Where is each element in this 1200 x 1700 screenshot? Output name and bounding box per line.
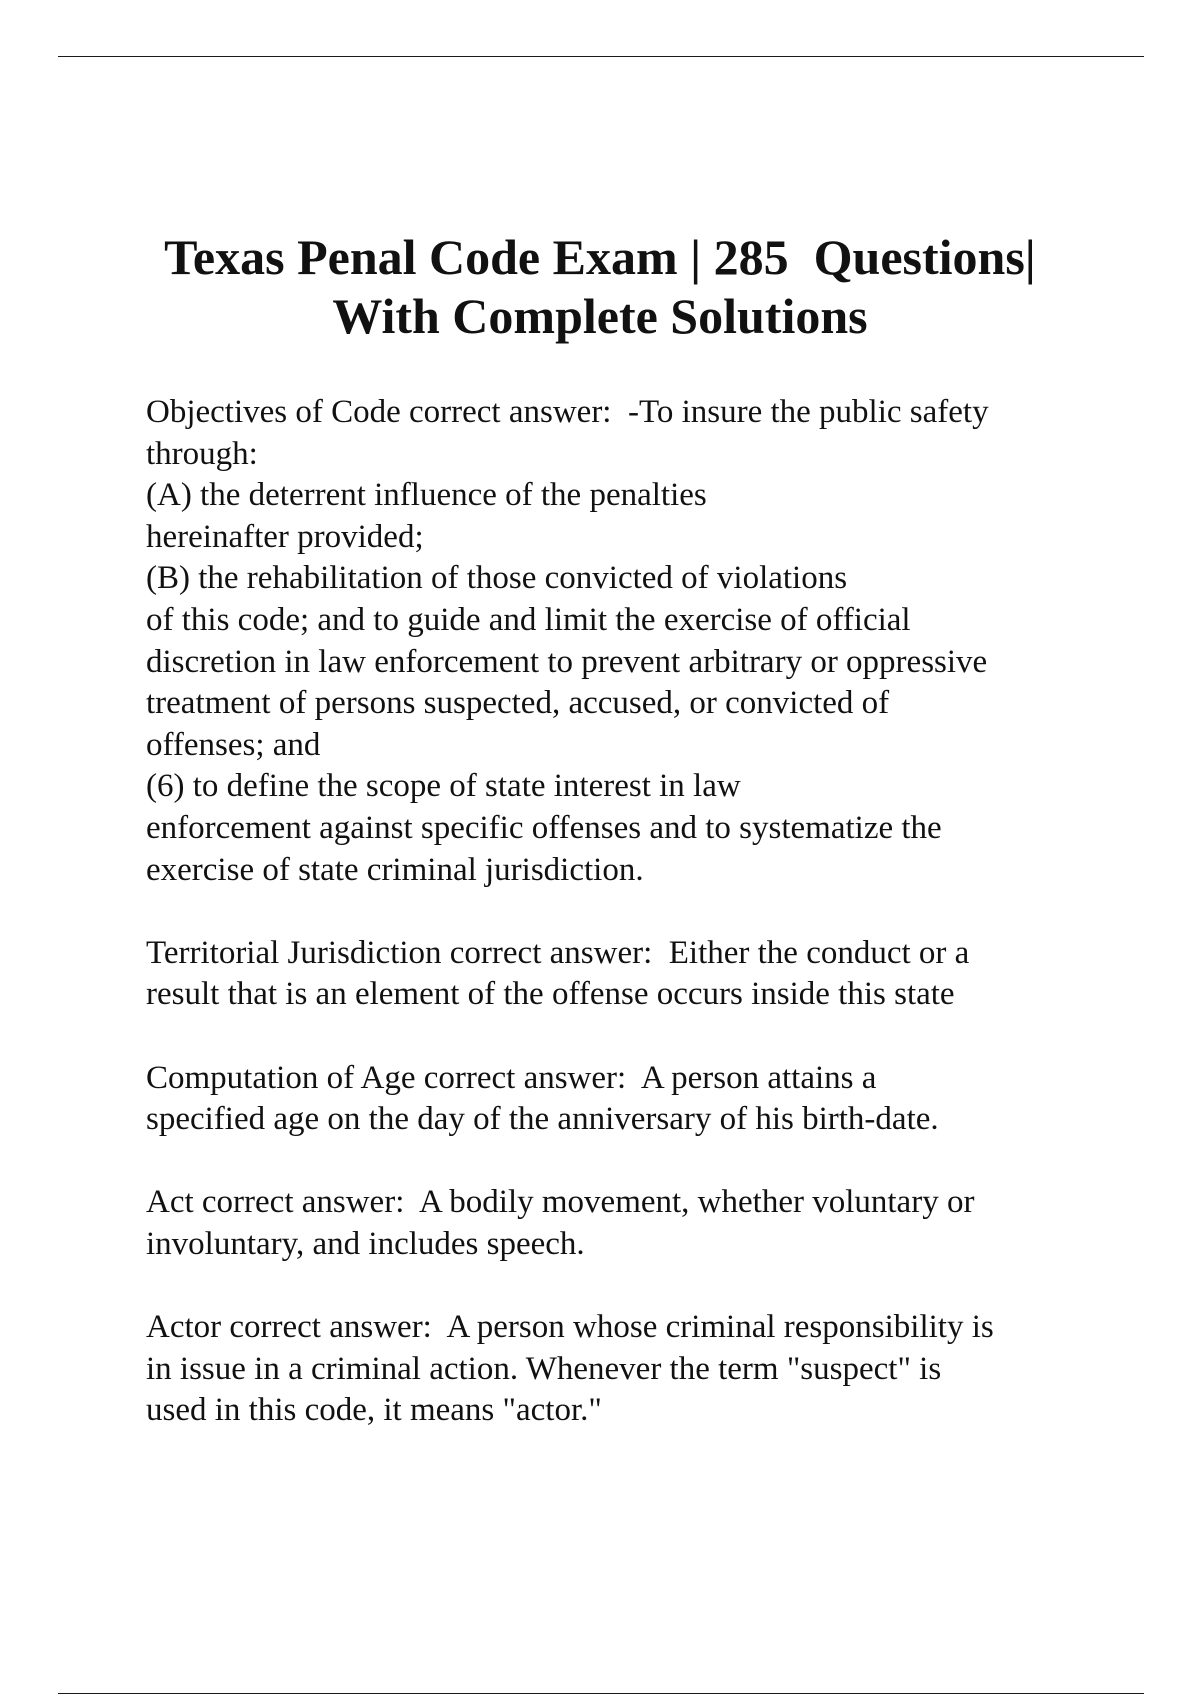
entry-line: (A) the deterrent influence of the penalties bbox=[146, 477, 707, 514]
entry-line: in issue in a criminal action. Whenever the term "suspect" is bbox=[146, 1350, 942, 1387]
qa-entry-act bbox=[146, 1182, 1106, 1265]
qa-entry-actor bbox=[146, 1307, 1106, 1432]
entry-line: Actor correct answer: A person whose criminal responsibility is bbox=[146, 1309, 994, 1346]
document-body bbox=[146, 392, 1106, 1473]
title-line: Texas Penal Code Exam | 285 Questions| bbox=[164, 229, 1036, 285]
entry-line: used in this code, it means "actor." bbox=[146, 1392, 602, 1429]
footer-rule bbox=[58, 1693, 1144, 1694]
entry-line: involuntary, and includes speech. bbox=[146, 1225, 585, 1262]
entry-line: of this code; and to guide and limit the exercise of official bbox=[146, 601, 911, 638]
entry-line: enforcement against specific offenses and to systematize the bbox=[146, 809, 942, 846]
entry-line: Act correct answer: A bodily movement, whether voluntary or bbox=[146, 1184, 975, 1221]
entry-line: discretion in law enforcement to prevent arbitrary or oppressive bbox=[146, 643, 988, 680]
entry-line: specified age on the day of the anniversary of his birth-date. bbox=[146, 1101, 939, 1138]
entry-line: Territorial Jurisdiction correct answer: Either the conduct or a bbox=[146, 934, 970, 971]
entry-line: Objectives of Code correct answer: -To insure the public safety bbox=[146, 394, 989, 430]
entry-line: through: bbox=[146, 435, 258, 472]
header-rule bbox=[58, 56, 1144, 57]
entry-line: Computation of Age correct answer: A person attains a bbox=[146, 1059, 877, 1096]
qa-entry-objectives-of-code bbox=[146, 392, 1106, 891]
entry-line: hereinafter provided; bbox=[146, 518, 424, 555]
document-title bbox=[100, 228, 1100, 346]
entry-line: offenses; and bbox=[146, 726, 321, 763]
entry-line: treatment of persons suspected, accused, or convicted of bbox=[146, 685, 890, 722]
entry-line: (6) to define the scope of state interest in law bbox=[146, 768, 741, 805]
title-line: With Complete Solutions bbox=[332, 288, 868, 344]
entry-line: result that is an element of the offense occurs inside this state bbox=[146, 976, 955, 1013]
entry-line: exercise of state criminal jurisdiction. bbox=[146, 851, 644, 888]
qa-entry-territorial-jurisdiction bbox=[146, 933, 1106, 1016]
qa-entry-computation-of-age bbox=[146, 1058, 1106, 1141]
entry-line: (B) the rehabilitation of those convicted of violations bbox=[146, 560, 848, 597]
